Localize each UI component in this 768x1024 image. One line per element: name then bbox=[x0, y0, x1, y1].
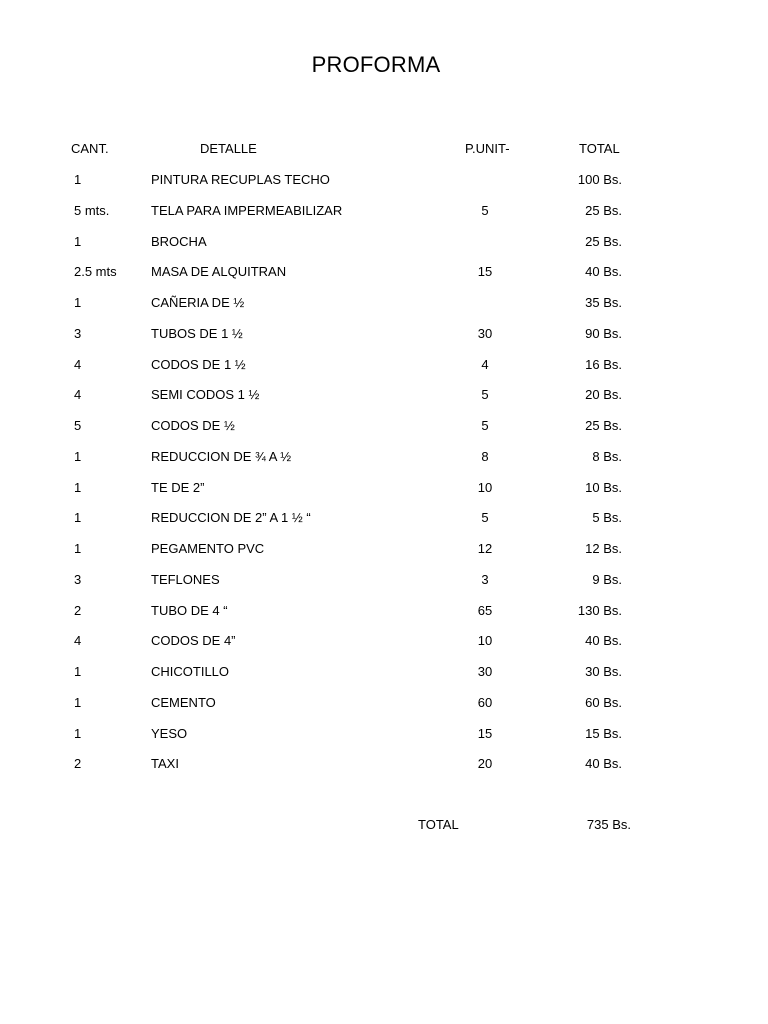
row-total: 5 Bs. bbox=[592, 510, 622, 525]
row-detalle: CAÑERIA DE ½ bbox=[151, 295, 245, 310]
summary-label: TOTAL bbox=[418, 817, 459, 832]
row-p-unit: 10 bbox=[477, 633, 493, 648]
row-total: 40 Bs. bbox=[585, 633, 622, 648]
row-p-unit: 30 bbox=[477, 664, 493, 679]
row-detalle: TELA PARA IMPERMEABILIZAR bbox=[151, 203, 343, 218]
row-p-unit: 5 bbox=[481, 203, 489, 218]
row-cant: 4 bbox=[74, 357, 82, 372]
row-p-unit: 20 bbox=[477, 756, 493, 771]
row-detalle: SEMI CODOS 1 ½ bbox=[151, 387, 260, 402]
row-total: 12 Bs. bbox=[585, 541, 622, 556]
row-detalle: TEFLONES bbox=[151, 572, 220, 587]
summary-value: 735 Bs. bbox=[586, 817, 631, 832]
row-cant: 1 bbox=[74, 449, 82, 464]
row-cant: 1 bbox=[74, 172, 82, 187]
row-p-unit: 15 bbox=[477, 726, 493, 741]
row-p-unit: 10 bbox=[477, 480, 493, 495]
row-cant: 4 bbox=[74, 633, 82, 648]
row-total: 10 Bs. bbox=[585, 480, 622, 495]
row-total: 100 Bs. bbox=[577, 172, 622, 187]
page-title: PROFORMA bbox=[311, 52, 441, 77]
row-total: 25 Bs. bbox=[585, 234, 622, 249]
row-total: 35 Bs. bbox=[585, 295, 622, 310]
row-cant: 2 bbox=[74, 603, 82, 618]
row-cant: 1 bbox=[74, 664, 82, 679]
row-p-unit: 30 bbox=[477, 326, 493, 341]
row-p-unit: 5 bbox=[481, 418, 489, 433]
row-total: 130 Bs. bbox=[577, 603, 622, 618]
row-detalle: YESO bbox=[151, 726, 188, 741]
row-p-unit: 15 bbox=[477, 264, 493, 279]
row-total: 15 Bs. bbox=[585, 726, 622, 741]
row-cant: 4 bbox=[74, 387, 82, 402]
row-cant: 1 bbox=[74, 726, 82, 741]
row-cant: 3 bbox=[74, 326, 82, 341]
row-cant: 5 bbox=[74, 418, 82, 433]
row-p-unit: 5 bbox=[481, 510, 489, 525]
row-cant: 1 bbox=[74, 480, 82, 495]
row-total: 40 Bs. bbox=[585, 756, 622, 771]
row-total: 20 Bs. bbox=[585, 387, 622, 402]
row-cant: 2 bbox=[74, 756, 82, 771]
row-p-unit: 3 bbox=[481, 572, 489, 587]
row-total: 16 Bs. bbox=[585, 357, 622, 372]
row-detalle: CODOS DE 4” bbox=[151, 633, 236, 648]
row-p-unit: 65 bbox=[477, 603, 493, 618]
row-cant: 1 bbox=[74, 510, 82, 525]
row-detalle: CODOS DE 1 ½ bbox=[151, 357, 246, 372]
row-p-unit: 8 bbox=[481, 449, 489, 464]
row-detalle: TUBOS DE 1 ½ bbox=[151, 326, 243, 341]
row-p-unit: 5 bbox=[481, 387, 489, 402]
row-total: 8 Bs. bbox=[592, 449, 622, 464]
header-total: TOTAL bbox=[579, 141, 620, 156]
row-detalle: CHICOTILLO bbox=[151, 664, 230, 679]
row-cant: 1 bbox=[74, 295, 82, 310]
row-total: 30 Bs. bbox=[585, 664, 622, 679]
row-detalle: REDUCCION DE ¾ A ½ bbox=[151, 449, 292, 464]
header-cant: CANT. bbox=[71, 141, 109, 156]
row-detalle: TUBO DE 4 “ bbox=[151, 603, 228, 618]
row-total: 90 Bs. bbox=[585, 326, 622, 341]
row-p-unit: 12 bbox=[477, 541, 493, 556]
row-detalle: TAXI bbox=[151, 756, 179, 771]
row-cant: 1 bbox=[74, 695, 82, 710]
row-p-unit: 4 bbox=[481, 357, 489, 372]
row-cant: 2.5 mts bbox=[74, 264, 117, 279]
row-p-unit: 60 bbox=[477, 695, 493, 710]
row-detalle: MASA DE ALQUITRAN bbox=[151, 264, 287, 279]
header-p-unit: P.UNIT- bbox=[465, 141, 510, 156]
row-total: 25 Bs. bbox=[585, 203, 622, 218]
row-cant: 5 mts. bbox=[74, 203, 110, 218]
row-cant: 1 bbox=[74, 234, 82, 249]
row-detalle: BROCHA bbox=[151, 234, 207, 249]
row-detalle: TE DE 2” bbox=[151, 480, 205, 495]
row-detalle: CODOS DE ½ bbox=[151, 418, 235, 433]
header-detalle: DETALLE bbox=[200, 141, 257, 156]
row-cant: 1 bbox=[74, 541, 82, 556]
row-detalle: REDUCCION DE 2” A 1 ½ “ bbox=[151, 510, 311, 525]
row-total: 25 Bs. bbox=[585, 418, 622, 433]
row-cant: 3 bbox=[74, 572, 82, 587]
row-detalle: PINTURA RECUPLAS TECHO bbox=[151, 172, 330, 187]
row-total: 60 Bs. bbox=[585, 695, 622, 710]
row-detalle: CEMENTO bbox=[151, 695, 216, 710]
row-total: 9 Bs. bbox=[592, 572, 622, 587]
row-detalle: PEGAMENTO PVC bbox=[151, 541, 265, 556]
row-total: 40 Bs. bbox=[585, 264, 622, 279]
